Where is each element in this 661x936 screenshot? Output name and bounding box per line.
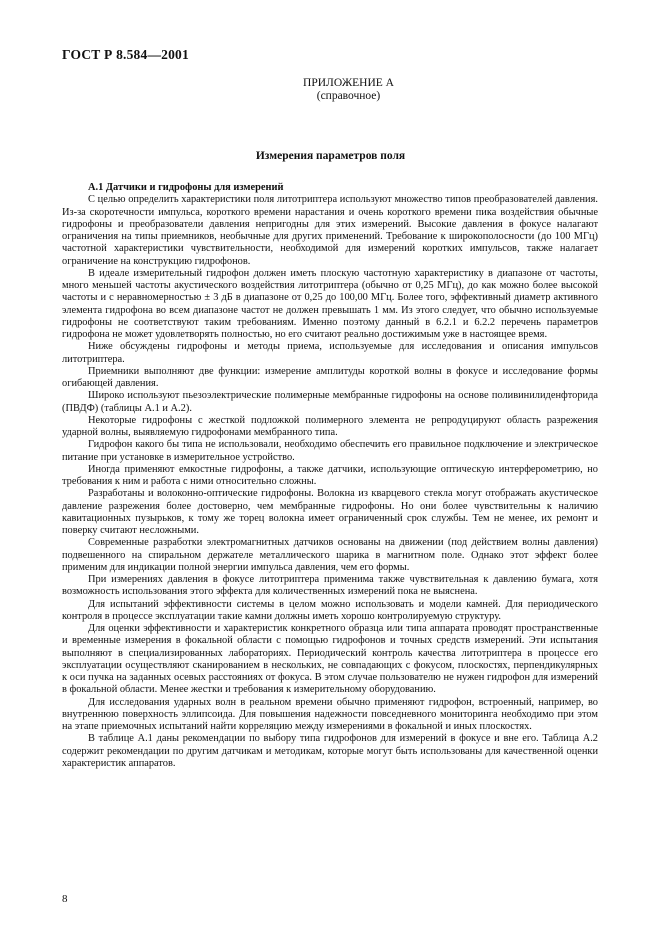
paragraph: Разработаны и волоконно-оптические гидрофоны. Волокна из кварцевого стекла могут отображать акустическое давление разрежения более достоверно, чем мембранные гидрофоны. Но они более чувствительны к наличию кавитационных пузырьков, к тому же торец волокна имеет ограниченный срок службы. Тем не менее, их ремонт и поверку считают несложными.: [62, 488, 598, 536]
paragraph: В таблице А.1 даны рекомендации по выбору типа гидрофонов для измерений в фокусе и вне его. Таблица А.2 содержит рекомендации по другим датчикам и методикам, которые могут быть использованы для качественной оценки характеристик аппаратов.: [62, 733, 598, 769]
paragraph: При измерениях давления в фокусе литотриптера применима также чувствительная к давлению бумага, хотя возможность использования этого эффекта для количественных измерений пока не выяснена.: [62, 574, 598, 598]
paragraph: Для оценки эффективности и характеристик конкретного образца или типа аппарата проводят пространственные и временные измерения в фокальной области с помощью гидрофонов и точных средств измерений. Эти испытания выполняют в специализированных лабораториях. Периодический контроль качества литотриптера в процессе его эксплуатации осуществляют сканированием в нескольких, не совпадающих с фокусом, плоскостях, перпендикулярных к оси пучка на заданных осевых расстояниях от фокуса. В этом случае пользователю не нужен гидрофон для измерений в фокальной области. Менее жестки и требования к измерительному оборудованию.: [62, 623, 598, 696]
section-title: Измерения параметров поля: [255, 150, 406, 162]
paragraph: Иногда применяют емкостные гидрофоны, а также датчики, использующие оптическую интерферометрию, но требования к ним и работа с ними относительно сложны.: [62, 463, 598, 487]
paragraph: Приемники выполняют две функции: измерение амплитуды короткой волны в фокусе и исследование формы огибающей давления.: [62, 365, 598, 389]
document-body: [62, 182, 598, 770]
page-number: 8: [62, 893, 68, 905]
appendix-heading: [0, 77, 661, 103]
appendix-title: ПРИЛОЖЕНИЕ А: [303, 77, 394, 89]
document-header: ГОСТ Р 8.584—2001: [62, 47, 189, 62]
paragraph: Для исследования ударных волн в реальном времени обычно применяют гидрофон, встроенный, например, во внутреннюю поверхность эллипсоида. Для повышения надежности повседневного мониторинга необходимо при этом на этапе приемочных испытаний найти корреляцию между измерениями в фокальной и иных плоскостях.: [62, 696, 598, 732]
paragraph: Современные разработки электромагнитных датчиков основаны на движении (под действием волны давления) подвешенного на спиральном держателе металлического шарика в магнитном поле. Однако этот эффект более применим для индикации полной энергии импульса давления, чем его формы.: [62, 537, 598, 573]
paragraph: Широко используют пьезоэлектрические полимерные мембранные гидрофоны на основе поливинилиденфторида (ПВДФ) (таблицы А.1 и А.2).: [62, 390, 598, 414]
paragraph: В идеале измерительный гидрофон должен иметь плоскую частотную характеристику в диапазоне от частоты, много меньшей частоты акустического воздействия литотриптера (обычно от 0,25 МГц), до как можно более высокой частоты и с неравномерностью ± 3 дБ в диапазоне от 0,25 до 100,00 МГц. Более того, эффективный диаметр активного элемента гидрофона во всем диапазоне частот не должен превышать 1 мм. Из этого следует, что обычно используемые гидрофоны не соответствуют таким требованиям. Именно поэтому данный в 6.2.1 и 6.2.2 перечень параметров гидрофона не может удовлетворять полностью, но его считают реально достижимым уже в настоящее время.: [62, 267, 598, 340]
paragraph: Для испытаний эффективности системы в целом можно использовать и модели камней. Для периодического контроля в процессе эксплуатации такие камни должны иметь хорошо контролируемую структуру.: [62, 598, 598, 622]
paragraph: Ниже обсуждены гидрофоны и методы приема, используемые для исследования и описания импульсов литотриптера.: [62, 341, 598, 365]
appendix-subtitle: (справочное): [316, 90, 381, 102]
paragraph: С целью определить характеристики поля литотриптера используют множество типов преобразователей давления. Из-за скоротечности импульса, короткого времени нарастания и очень короткого времени пика воздействия обычные гидрофоны и преобразователи давления непригодны для этих измерений. Высокие давления в фокусе налагают ограничения на типы приемников, необычные для других применений. Требование к широкополосности (до 100 МГц) частотной характеристики чувствительности, необходимой для измерений коротких импульсов, также налагает ограничение на конструкцию гидрофонов.: [62, 194, 598, 267]
paragraph: Гидрофон какого бы типа не использовали, необходимо обеспечить его правильное подключение и электрическое питание при установке в измерительное устройство.: [62, 439, 598, 463]
subsection-title: А.1 Датчики и гидрофоны для измерений: [88, 182, 284, 193]
paragraph: Некоторые гидрофоны с жесткой подложкой полимерного элемента не репродуцируют область разрежения ударной волны, выявляемую гидрофонами мембранного типа.: [62, 414, 598, 438]
